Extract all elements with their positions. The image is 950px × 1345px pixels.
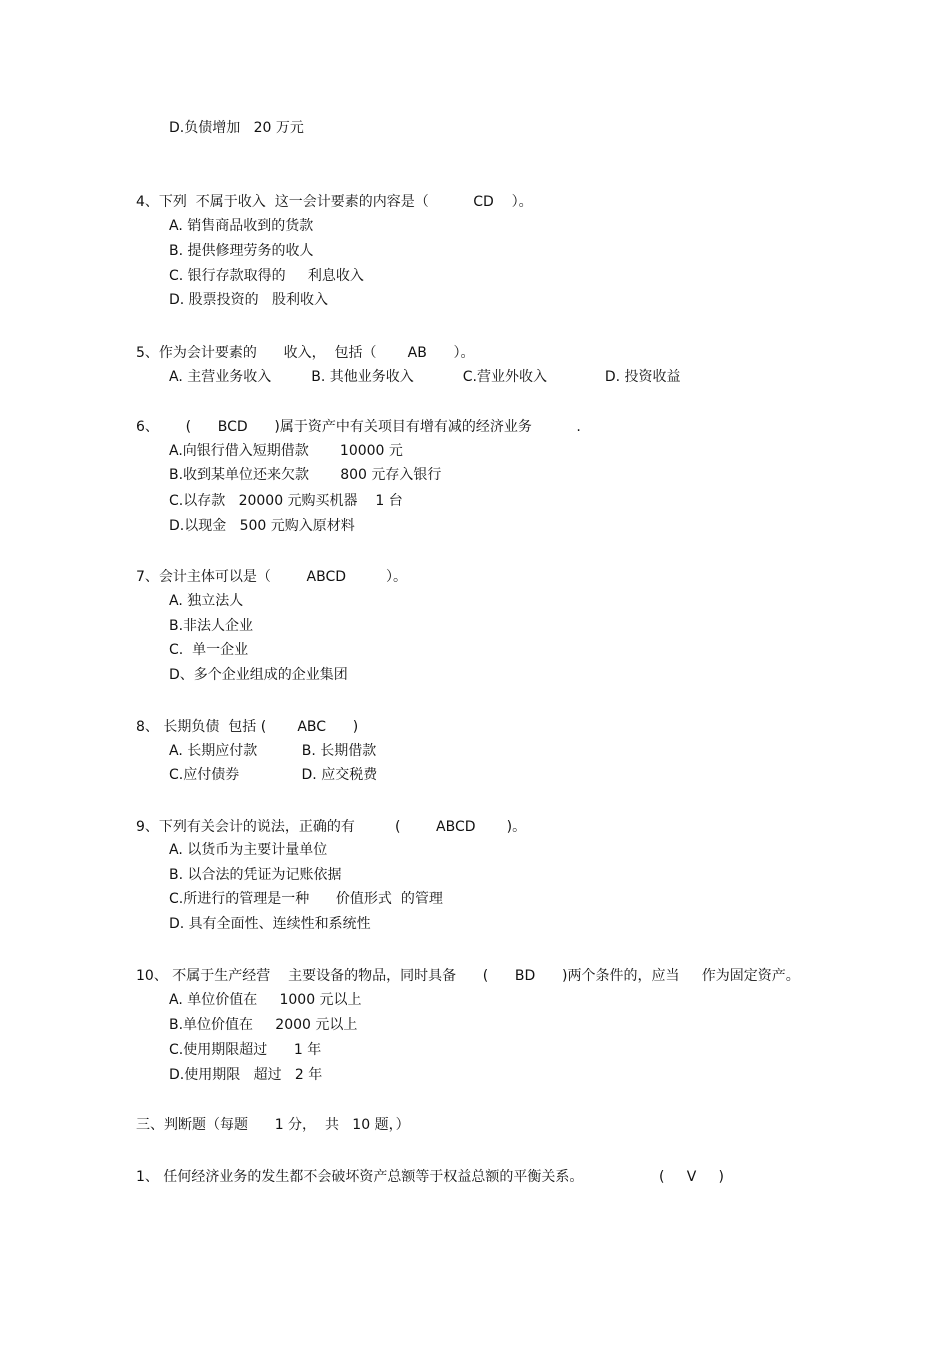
q10-option-a: A. 单位价值在 1000 元以上 (169, 992, 362, 1008)
q6-stem: 6、 ( BCD )属于资产中有关项目有增有减的经济业务 . (136, 419, 581, 435)
q5-options: A. 主营业务收入 B. 其他业务收入 C.营业外收入 D. 投资收益 (169, 369, 681, 385)
q9-option-d: D. 具有全面性、连续性和系统性 (169, 916, 371, 932)
q6-option-c: C.以存款 20000 元购买机器 1 台 (169, 493, 403, 509)
q4-option-c: C. 银行存款取得的 利息收入 (169, 268, 364, 284)
q7-option-d: D、多个企业组成的企业集团 (169, 667, 348, 683)
q8-stem: 8、 长期负债 包括 ( ABC ) (136, 719, 359, 735)
q7-stem: 7、会计主体可以是（ ABCD ）。 (136, 569, 408, 585)
section-3-heading: 三、判断题（每题 1 分， 共 10 题，） (136, 1117, 410, 1133)
q7-option-c: C. 单一企业 (169, 642, 249, 658)
q4-option-a: A. 销售商品收到的货款 (169, 218, 314, 234)
q8-options-row-2: C.应付债券 D. 应交税费 (169, 767, 378, 783)
q4-option-d: D. 股票投资的 股利收入 (169, 292, 329, 308)
q3-option-d: D.负债增加 20 万元 (169, 120, 304, 136)
q10-option-b: B.单位价值在 2000 元以上 (169, 1017, 358, 1033)
q10-option-d: D.使用期限 超过 2 年 (169, 1067, 323, 1083)
q6-option-b: B.收到某单位还来欠款 800 元存入银行 (169, 467, 442, 483)
q9-option-c: C.所进行的管理是一种 价值形式 的管理 (169, 891, 443, 907)
q9-stem: 9、下列有关会计的说法，正确的有 ( ABCD )。 (136, 819, 527, 835)
q6-option-d: D.以现金 500 元购入原材料 (169, 518, 355, 534)
q6-option-a: A.向银行借入短期借款 10000 元 (169, 443, 403, 459)
q4-option-b: B. 提供修理劳务的收人 (169, 243, 314, 259)
q8-options-row-1: A. 长期应付款 B. 长期借款 (169, 743, 377, 759)
q10-stem: 10、 不属于生产经营 主要设备的物品，同时具备 ( BD )两个条件的，应当 作为固定资产。 (136, 968, 800, 984)
q7-option-a: A. 独立法人 (169, 593, 244, 609)
q5-stem: 5、作为会计要素的 收入， 包括（ AB ）。 (136, 345, 475, 361)
tf1-stem: 1、 任何经济业务的发生都不会破坏资产总额等于权益总额的平衡关系。 ( V ) (136, 1169, 725, 1185)
q4-stem: 4、下列 不属于收入 这一会计要素的内容是（ CD ）。 (136, 194, 533, 210)
q9-option-a: A. 以货币为主要计量单位 (169, 842, 328, 858)
q9-option-b: B. 以合法的凭证为记账依据 (169, 867, 342, 883)
q10-option-c: C.使用期限超过 1 年 (169, 1042, 322, 1058)
q7-option-b: B.非法人企业 (169, 618, 254, 634)
